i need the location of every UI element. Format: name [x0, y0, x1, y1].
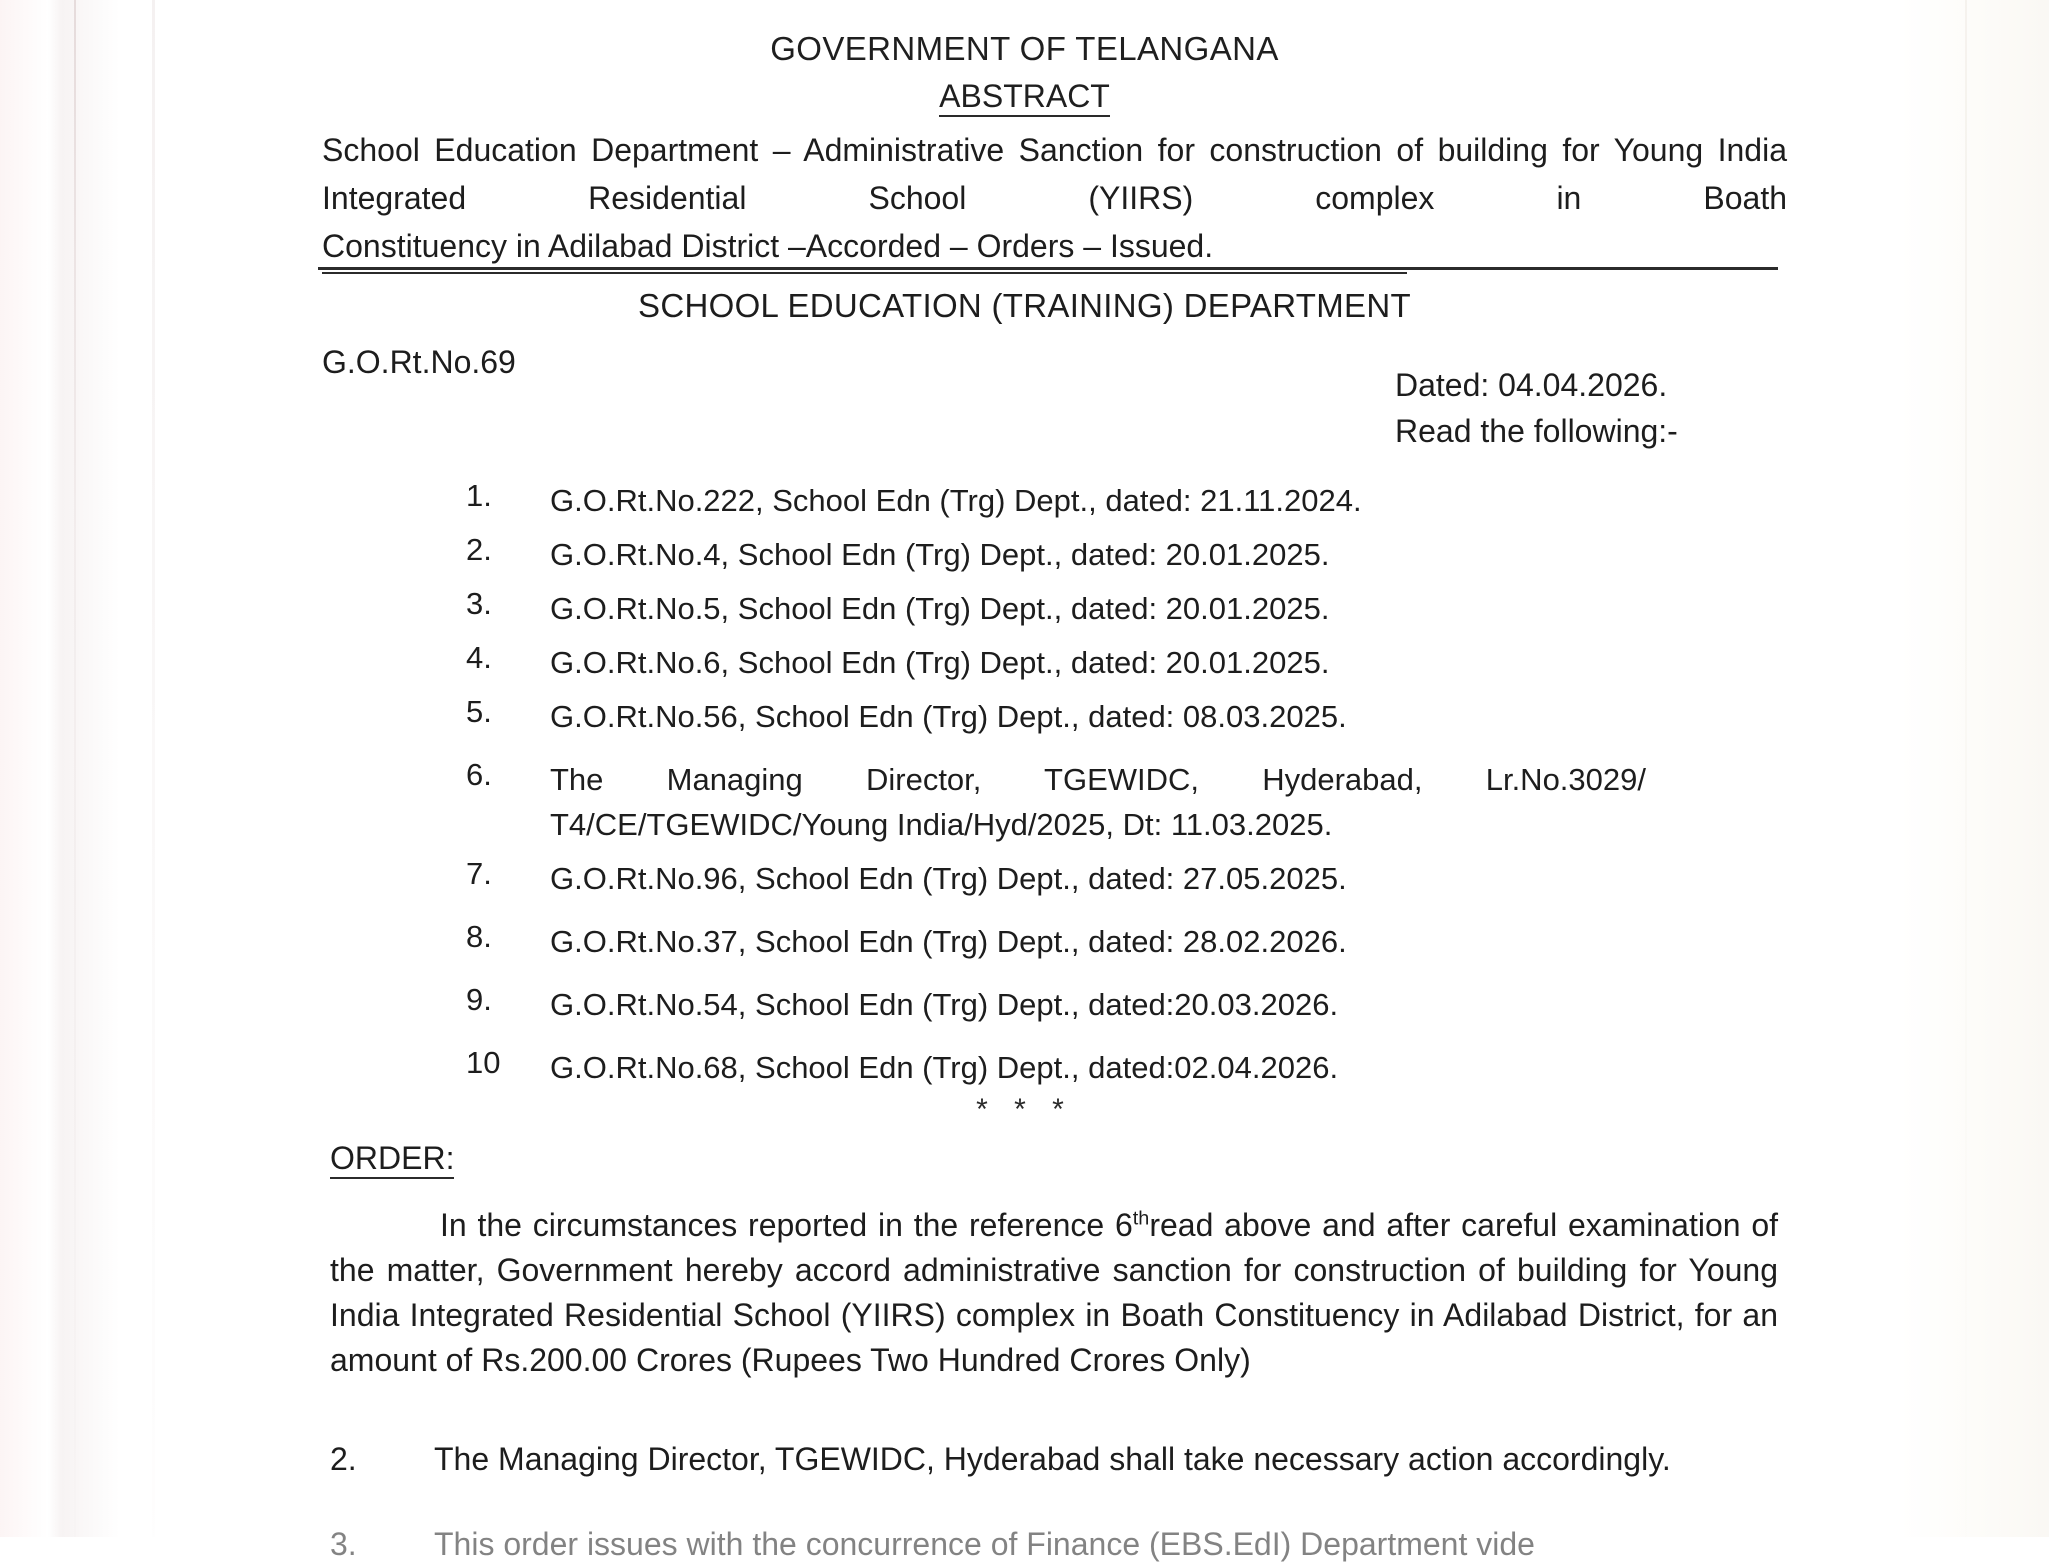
reference-number: 6.: [466, 757, 492, 792]
reference-text: G.O.Rt.No.222, School Edn (Trg) Dept., dated: 21.11.2024.: [550, 483, 1362, 518]
subject-line-3: Constituency in Adilabad District –Accorded – Orders – Issued.: [322, 222, 1407, 274]
order-paragraph-1-part-a: In the circumstances reported in the reference 6: [440, 1207, 1133, 1243]
reference-text: G.O.Rt.No.37, School Edn (Trg) Dept., dated: 28.02.2026.: [550, 924, 1347, 959]
order-paragraph-2: [330, 1437, 1778, 1482]
reference-text: G.O.Rt.No.6, School Edn (Trg) Dept., dated: 20.01.2025.: [550, 645, 1330, 680]
reference-text: G.O.Rt.No.5, School Edn (Trg) Dept., dated: 20.01.2025.: [550, 591, 1330, 626]
order-paragraph-2-text: The Managing Director, TGEWIDC, Hyderabad shall take necessary action accordingly.: [434, 1441, 1671, 1477]
reference-item: [466, 856, 1646, 901]
reference-number: 3.: [466, 586, 492, 621]
reference-item: [466, 694, 1646, 739]
reference-item: [466, 478, 1646, 523]
reference-number: 4.: [466, 640, 492, 675]
subject-block: [322, 126, 1787, 274]
abstract-heading-text: ABSTRACT: [939, 78, 1110, 117]
reference-number: 9.: [466, 982, 492, 1017]
reference-number: 2.: [466, 532, 492, 567]
reference-number: 10: [466, 1045, 501, 1080]
reference-item: [466, 532, 1646, 577]
reference-number: 5.: [466, 694, 492, 729]
subject-line-1: School Education Department – Administrative Sanction for construction of building: [322, 132, 1548, 168]
subject-line-2: for Young India Integrated Residential School (YIIRS) complex in Boath: [322, 132, 1788, 216]
order-heading: [330, 1140, 454, 1177]
reference-text: The Managing Director, TGEWIDC, Hyderabad, Lr.No.3029/ T4/CE/TGEWIDC/Young India/Hyd/2025, Dt: 11.03.2025.: [550, 762, 1646, 842]
read-following-label: Read the following:-: [1395, 413, 1678, 449]
go-number: G.O.Rt.No.69: [322, 344, 516, 380]
reference-item: [466, 982, 1646, 1027]
reference-number: 7.: [466, 856, 492, 891]
department-title: SCHOOL EDUCATION (TRAINING) DEPARTMENT: [638, 287, 1411, 324]
section-separator-stars: * * *: [976, 1093, 1073, 1126]
government-title: GOVERNMENT OF TELANGANA: [770, 30, 1279, 67]
reference-text: G.O.Rt.No.68, School Edn (Trg) Dept., dated:02.04.2026.: [550, 1050, 1339, 1085]
order-paragraph-2-number: 2.: [330, 1441, 357, 1477]
ordinal-superscript: th: [1132, 1207, 1150, 1230]
reference-list: [466, 478, 1646, 1112]
reference-item: [466, 640, 1646, 685]
reference-text: G.O.Rt.No.4, School Edn (Trg) Dept., dated: 20.01.2025.: [550, 537, 1330, 572]
reference-text: G.O.Rt.No.56, School Edn (Trg) Dept., dated: 08.03.2025.: [550, 699, 1347, 734]
order-heading-text: ORDER:: [330, 1140, 454, 1179]
order-paragraph-1-part-b: read above and after careful examination of the matter, Government hereby accord administrative sanction for construction of building for Young India Integrated Residential School (YIIRS) complex in Boath Constituency in Adilabad District, for an amount of Rs.200.00 Crores (Rupees Two Hundred Crores Only): [330, 1207, 1779, 1378]
dated-block: [1395, 362, 1678, 454]
dated-label: Dated: 04.04.2026.: [1395, 367, 1668, 403]
reference-number: 8.: [466, 919, 492, 954]
order-paragraph-3-clipped: [330, 1522, 1778, 1562]
order-paragraph-1: [330, 1203, 1778, 1383]
reference-item: [466, 1045, 1646, 1090]
order-paragraph-3-text: This order issues with the concurrence of Finance (EBS.EdI) Department vide: [434, 1526, 1535, 1562]
reference-item: [466, 586, 1646, 631]
abstract-heading: [0, 78, 2049, 115]
reference-number: 1.: [466, 478, 492, 513]
reference-text: G.O.Rt.No.96, School Edn (Trg) Dept., dated: 27.05.2025.: [550, 861, 1347, 896]
reference-item: [466, 919, 1646, 964]
header-divider-rule: [318, 267, 1778, 270]
order-paragraph-3-number: 3.: [330, 1526, 357, 1562]
reference-text: G.O.Rt.No.54, School Edn (Trg) Dept., dated:20.03.2026.: [550, 987, 1339, 1022]
reference-item: [466, 757, 1646, 847]
